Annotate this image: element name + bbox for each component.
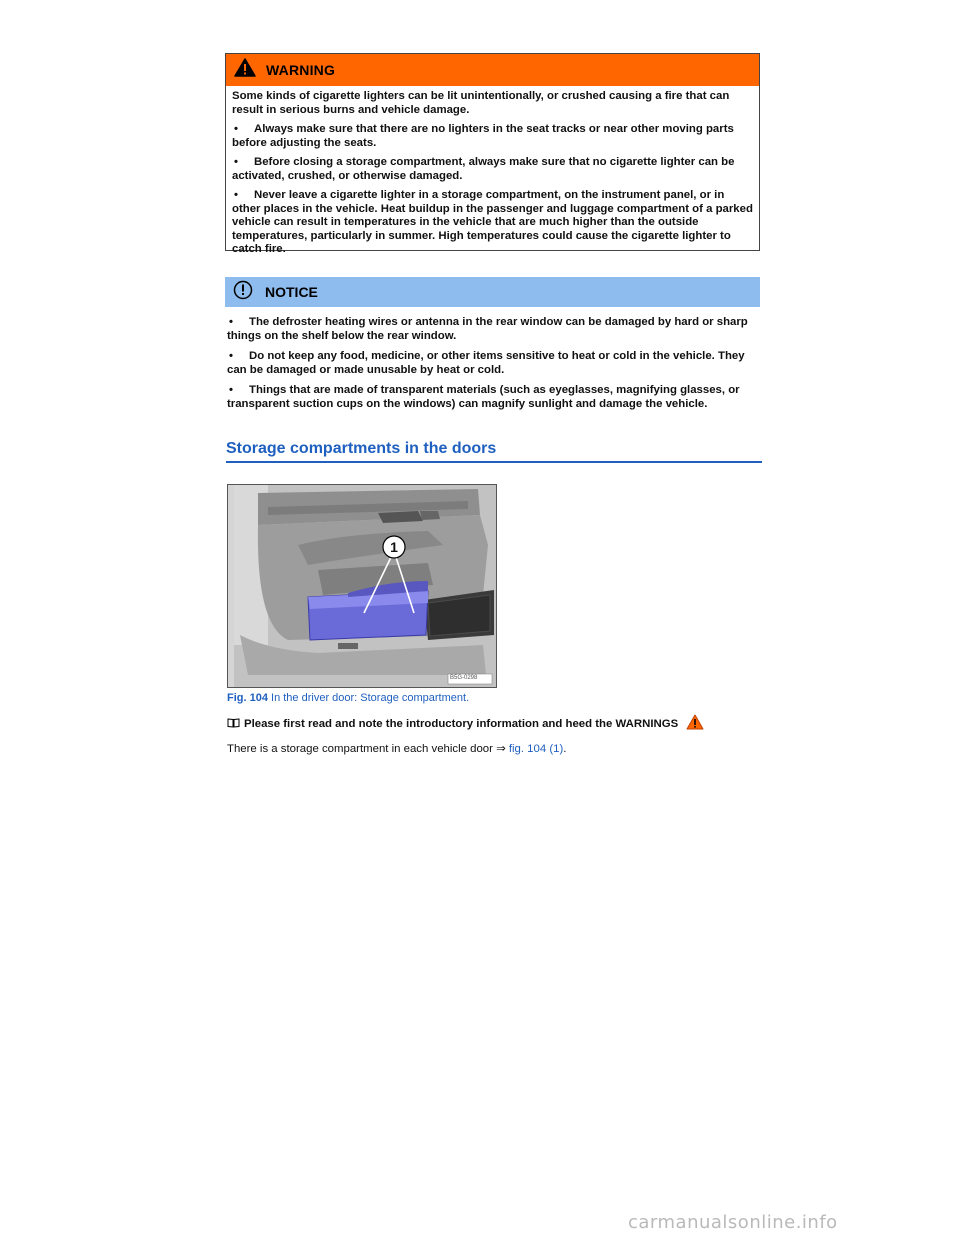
figure-caption-text: In the driver door: Storage compartment. [267, 692, 470, 704]
figure-caption-label: Fig. 104 [227, 692, 268, 704]
figure-code: B5G-0298 [450, 675, 478, 681]
warning-item: • Always make sure that there are no lighters in the seat tracks or near other moving parts before adjusting the seats. [232, 123, 734, 149]
warning-intro: Some kinds of cigarette lighters can be lit unintentionally, or crushed causing a fire that can result in serious burns and vehicle damage. [232, 90, 730, 116]
read-note [227, 714, 704, 733]
notice-item: • Things that are made of transparent materials (such as eyeglasses, magnifying glasses, or transparent suction cups on the windows) can magnify sunlight and damage the vehicle. [227, 384, 740, 410]
arrow-glyph: ⇒ [496, 743, 506, 755]
notice-item: • Do not keep any food, medicine, or other items sensitive to heat or cold in the vehicle. They can be damaged or made unusable by heat or cold. [227, 350, 745, 376]
section-heading: Storage compartments in the doors [226, 440, 762, 463]
book-icon [227, 717, 240, 731]
warning-triangle-icon[interactable] [686, 714, 704, 733]
warning-triangle-icon [234, 58, 256, 82]
figure-link[interactable]: fig. 104 (1) [508, 743, 564, 755]
notice-exclamation-icon [233, 280, 253, 305]
figure-caption [227, 692, 469, 704]
watermark: carmanualsonline.info [628, 1212, 838, 1233]
warning-box [225, 53, 760, 255]
warning-item: • Before closing a storage compartment, always make sure that no cigarette lighter can be activated, crushed, or otherwise damaged. [232, 156, 735, 182]
warning-item: • Never leave a cigarette lighter in a storage compartment, on the instrument panel, or in other places in the vehicle. Heat buildup in the passenger and luggage compartment of a parked vehicle can result in temperatures in the vehicle that are much higher than the outside temperatures, particularly in summer. High temperatures could cause the cigarette lighter to catch fire. [232, 189, 753, 255]
warning-title: WARNING [266, 62, 336, 78]
read-note-text: Please first read and note the introductory information and heed the WARNINGS [244, 717, 679, 730]
notice-body [227, 316, 760, 418]
warning-body [226, 86, 759, 257]
notice-header [225, 277, 760, 307]
notice-title: NOTICE [265, 284, 318, 300]
callout-number: 1 [390, 539, 398, 555]
body-paragraph: There is a storage compartment in each vehicle door ⇒ fig. 104 (1). [227, 743, 567, 755]
warning-header [226, 54, 759, 86]
door-storage-figure [227, 484, 497, 688]
notice-item: • The defroster heating wires or antenna in the rear window can be damaged by hard or sharp things on the shelf below the rear window. [227, 316, 748, 342]
